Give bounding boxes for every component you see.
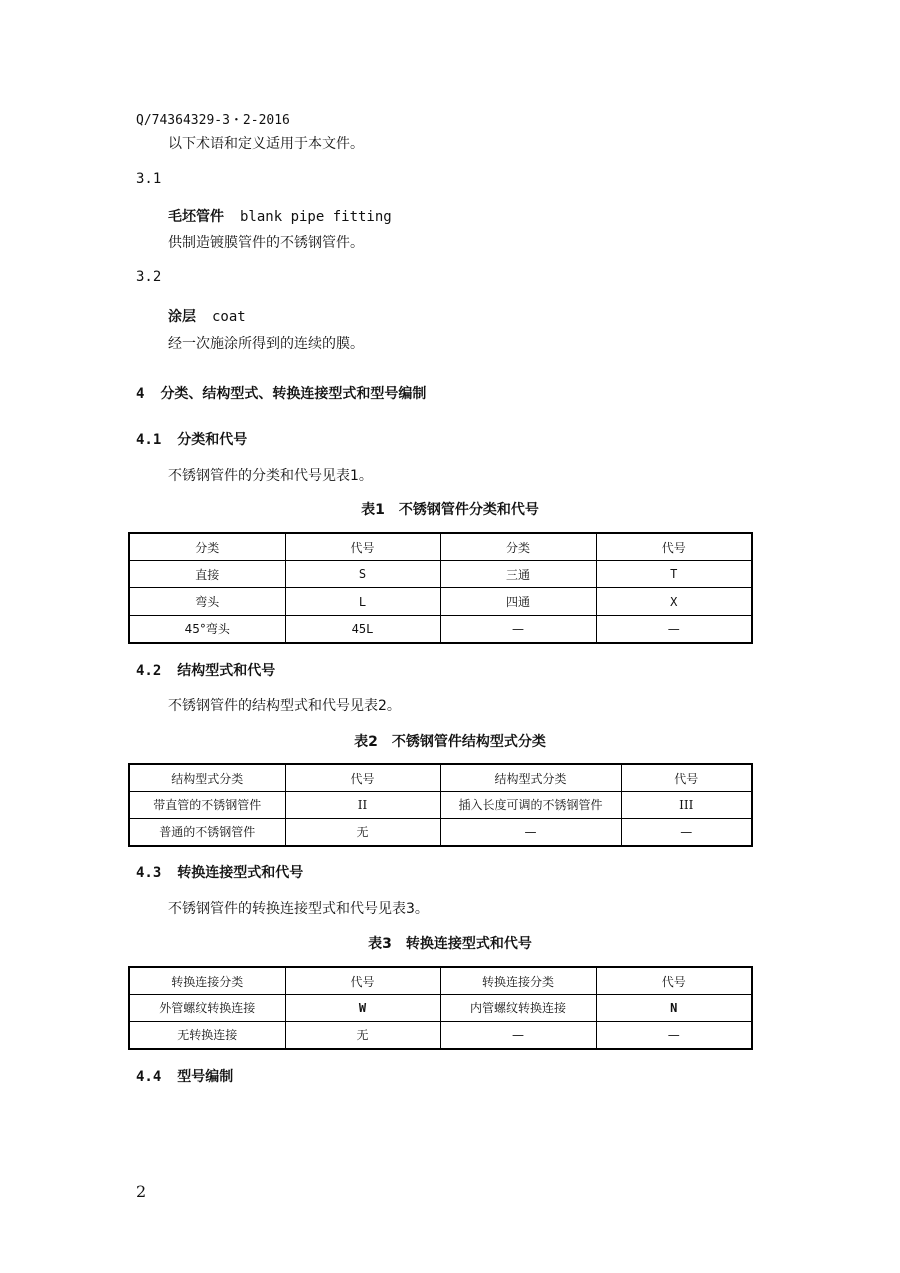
term-name: 涂层 — [168, 309, 196, 325]
table-cell: 直接 — [129, 561, 285, 588]
paragraph: 不锈钢管件的分类和代号见表1。 — [168, 468, 373, 484]
table-structure — [128, 763, 753, 847]
table-cell: 带直管的不锈钢管件 — [129, 792, 285, 819]
table-header-cell: 分类 — [440, 533, 596, 561]
term-name-en: blank pipe fitting — [240, 209, 392, 225]
subsection-title: 型号编制 — [177, 1069, 234, 1085]
subsection-heading — [136, 1066, 233, 1086]
subsection-heading — [136, 660, 275, 680]
table-cell: 三通 — [440, 561, 596, 588]
subsection-title: 分类和代号 — [177, 432, 248, 448]
table-header-cell: 转换连接分类 — [440, 967, 596, 995]
page-number: 2 — [136, 1182, 147, 1201]
table-header-cell: 转换连接分类 — [129, 967, 285, 995]
subsection-number: 4.4 — [136, 1069, 162, 1085]
table-header-cell: 结构型式分类 — [440, 764, 621, 792]
term-number: 3.2 — [136, 269, 162, 285]
table-cell: — — [621, 818, 752, 846]
table-caption: 表3 转换连接型式和代号 — [368, 936, 532, 952]
table-row — [129, 1021, 752, 1049]
table-cell: S — [285, 561, 440, 588]
table-conversion — [128, 966, 753, 1050]
table-cell: 四通 — [440, 588, 596, 615]
table-header-row — [129, 764, 752, 792]
subsection-heading — [136, 429, 247, 449]
table-header-row — [129, 967, 752, 995]
table-cell: — — [440, 818, 621, 846]
table-header-cell: 结构型式分类 — [129, 764, 285, 792]
table-cell: 普通的不锈钢管件 — [129, 818, 285, 846]
table-cell: 弯头 — [129, 588, 285, 615]
table-header-row — [129, 533, 752, 561]
table-cell: — — [596, 615, 752, 643]
paragraph: 不锈钢管件的转换连接型式和代号见表3。 — [168, 901, 429, 917]
table-cell: II — [285, 792, 440, 819]
subsection-title: 转换连接型式和代号 — [177, 865, 304, 881]
table-cell: 无转换连接 — [129, 1021, 285, 1049]
table-cell: T — [596, 561, 752, 588]
table-caption: 表1 不锈钢管件分类和代号 — [361, 502, 539, 518]
table-header-cell: 代号 — [621, 764, 752, 792]
table-cell: 无 — [285, 1021, 440, 1049]
table-header-cell: 代号 — [596, 533, 752, 561]
table-cell: 无 — [285, 818, 440, 846]
table-header-cell: 分类 — [129, 533, 285, 561]
intro-text: 以下术语和定义适用于本文件。 — [168, 136, 364, 152]
table-row — [129, 588, 752, 615]
table-row — [129, 615, 752, 643]
table-cell: 外管螺纹转换连接 — [129, 995, 285, 1022]
subsection-title: 结构型式和代号 — [177, 663, 276, 679]
table-cell: W — [285, 995, 440, 1022]
table-row — [129, 561, 752, 588]
table-cell: III — [621, 792, 752, 819]
table-header-cell: 代号 — [285, 764, 440, 792]
table-row — [129, 792, 752, 819]
table-cell: 内管螺纹转换连接 — [440, 995, 596, 1022]
subsection-number: 4.2 — [136, 663, 162, 679]
subsection-number: 4.1 — [136, 432, 162, 448]
term-heading — [168, 206, 392, 226]
term-heading — [168, 306, 246, 326]
table-cell: 45L — [285, 615, 440, 643]
section-heading — [136, 383, 426, 403]
table-cell: X — [596, 588, 752, 615]
table-cell: — — [440, 615, 596, 643]
table-header-cell: 代号 — [596, 967, 752, 995]
table-cell: 45°弯头 — [129, 615, 285, 643]
table-header-cell: 代号 — [285, 533, 440, 561]
section-title: 分类、结构型式、转换连接型式和型号编制 — [160, 386, 427, 402]
table-header-cell: 代号 — [285, 967, 440, 995]
subsection-heading — [136, 862, 303, 882]
table-cell: N — [596, 995, 752, 1022]
term-definition: 供制造镀膜管件的不锈钢管件。 — [168, 235, 364, 251]
document-id: Q/74364329-3・2-2016 — [136, 113, 290, 128]
table-cell: — — [440, 1021, 596, 1049]
table-caption: 表2 不锈钢管件结构型式分类 — [354, 734, 546, 750]
subsection-number: 4.3 — [136, 865, 162, 881]
term-name-en: coat — [212, 309, 246, 325]
paragraph: 不锈钢管件的结构型式和代号见表2。 — [168, 698, 401, 714]
table-cell: L — [285, 588, 440, 615]
term-definition: 经一次施涂所得到的连续的膜。 — [168, 336, 364, 352]
table-row — [129, 995, 752, 1022]
term-name: 毛坯管件 — [168, 209, 224, 225]
section-number: 4 — [136, 386, 145, 402]
table-classification — [128, 532, 753, 644]
table-cell: — — [596, 1021, 752, 1049]
table-cell: 插入长度可调的不锈钢管件 — [440, 792, 621, 819]
table-row — [129, 818, 752, 846]
term-number: 3.1 — [136, 171, 162, 187]
